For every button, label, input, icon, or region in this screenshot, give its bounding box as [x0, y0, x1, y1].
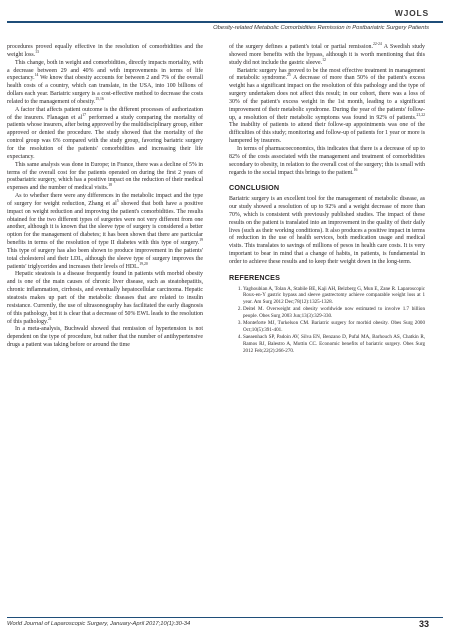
footer-citation: World Journal of Laparoscopic Surgery, January-April 2017;10(1):30-34 — [7, 621, 191, 627]
paragraph: Bariatric surgery has proved to be the most effective treatment in management of metabolic syndrome.$^{25}$ A decrease of more than 50% of the patient's excess weight has a significant impact on the resolution of this pathology and the type of surgery undertaken does not affect this result; in our cohort, there was a loss of 30% of the patient's excess weight in the 1st month, leading to a significant improvement of their metabolic syndrome. During the year of the patients' follow-up, a resolution of their metabolic symptoms was found in 92% of patients.$^{21,22}$ The inability of patients to attend their follow-up appointments was one of the difficulties of this study; monitoring and follow-up of patients for 1 year or more is hampered by insurers. — [229, 67, 425, 145]
running-title: Obesity-related Metabolic Comorbidities Remission in Postbariatric Surgery Patients — [213, 25, 429, 31]
header-rule — [7, 21, 443, 23]
paragraph: As to whether there were any differences in the metabolic impact and the type of surgery for weight reduction, Zhang et $al^5$ showed that both have a positive impact on weight reduction and improving the patient's comorbidities. The results obtained for the two different types of surgeries were not very different from one another, although it is known that the sleeve type of surgery is considered a better option for the management of diabetes; it has been shown that there are particular benefits in terms of the resolution of type II diabetes with this type of surgery.$^{19}$ This type of surgery has also been shown to produce improvement in the patients' total cholesterol and their LDL, although the sleeve type of surgery improves the patients' triglycerides and increases their levels of HDL.$^{19,20}$ — [7, 193, 204, 270]
left-column — [7, 44, 203, 350]
paragraph: A factor that affects patient outcome is the different processes of authorization of the insurers. Flanagan et $al^{17}$ performed a study comparing the mortality of patients whose insurers, after being approved by the multidisciplinary group, either approved or denied the procedure. The study showed that the mortality of the control group was 6% compared with the study group, favoring bariatric surgery for the resolution of the patients' comorbidities and increasing their life expectancy. — [7, 106, 204, 160]
paragraph: procedures proved equally effective in the resolution of comorbidities and the weight loss.$^{13}$ — [7, 44, 203, 58]
footer-rule — [7, 617, 443, 618]
paragraph: This same analysis was done in Europe; in France, there was a decline of 5% in terms of the overall cost for the patients operated on during the first 2 years of postbariatric surgery, which has a positive impact on the reduction of their medical expenses and the number of medical visits.$^{18}$ — [7, 161, 203, 192]
paragraph: This change, both in weight and comorbidities, directly impacts mortality, with a decrease between 29 and 40% and with improvements in terms of life expectancy.$^{14}$ We know that obesity accounts for between 2 and 7% of the overall health costs of a country, which can translate, in the USA, into 100 billions of dollars each year. Bariatric surgery is a cost-effective method to decrease the costs related to the management of obesity.$^{15,16}$ — [7, 59, 203, 105]
paragraph: In terms of pharmacoeconomics, this indicates that there is a decrease of up to 82% of the costs associated with the management and treatment of comorbidities secondary to obesity, in relation to the overall cost of the surgery; this is small with regards to the social impact this brings to the patient.$^{16}$ — [229, 145, 425, 176]
journal-abbreviation: WJOLS — [394, 8, 429, 18]
page-number: 33 — [418, 619, 429, 629]
right-column — [229, 44, 425, 355]
references-heading: REFERENCES — [229, 272, 281, 282]
reference-list — [229, 286, 425, 355]
reference-item: 1. Yaghoubian A, Tolan A, Stabile BE, Kaji AH, Belzberg G, Mun E, Zane R. Laparoscopic Roux-en-Y gastric bypass and sleeve gastrectomy achieve comparable weight loss at 1 year. Am Surg 2012 Dec;78(12):1325-1328. — [243, 286, 425, 306]
paragraph: In a meta-analysis, Buchwald showed that remission of hypertension is not dependent on the type of procedure, but rather that the number of antihypertensive drugs a patient was taking before or around the time — [7, 326, 203, 349]
conclusion-heading: CONCLUSION — [229, 183, 280, 193]
paragraph: of the surgery defines a patient's total or partial remission.$^{22-24}$ A Swedish study showed more benefits with the bypass, although it is worth mentioning that this study did not include the gastric sleeve.$^{12}$ — [229, 42, 425, 66]
conclusion-paragraph: Bariatric surgery is an excellent tool for the management of metabolic disease, as our study showed a resolution of up to 92% and a weight decrease of more than 70%, which is consistent with previously published studies. The impact of these results on the patient is translated into an improvement in the quality of their daily lives (such as their working conditions). It also produces a positive impact in terms of reduction in the use of health services, both medication usage and medical visits. This translates to savings of millions of pesos in health care costs. It is very important to bear in mind that a change of habits, in patients, is fundamental in order to achieve these results and to keep their weight down in the long-term. — [229, 196, 425, 265]
reference-item: 2. Deitel M. Overweight and obesity worldwide now estimated to involve 1.7 billion people. Obes Surg 2003 Jun;13(3):329-330. — [243, 306, 425, 319]
reference-item: 3. Monteforte MJ, Turkelson CM. Bariatric surgery for morbid obesity. Obes Surg 2000 Oct;10(5):391-401. — [243, 320, 425, 333]
paragraph: Hepatic steatosis is a disease frequently found in patients with morbid obesity and is one of the main causes of chronic liver disease, such as steatohepatitis, chronic inflammation, cirrhosis, and eventually hepatocellular carcinoma. Hepatic steatosis makes up part of the metabolic diseases that are related to insulin resistance. Currently, the use of ultrasonography has facilitated the early diagnosis of this pathology, but it is clear that a decrease of 50% EWL leads to the resolution of this pathology.$^{21}$ — [7, 271, 203, 325]
reference-item: 4. Saeaenhach SP, Padoin AV, Silva EN, Benzano D, Pufal MA, Barhouch AS, Chatkin R, Ramos RJ, Balestro A, Mottin CC. Economic benefits of bariatric surgery. Obes Surg 2012 Feb;22(2):266-270. — [243, 334, 425, 354]
